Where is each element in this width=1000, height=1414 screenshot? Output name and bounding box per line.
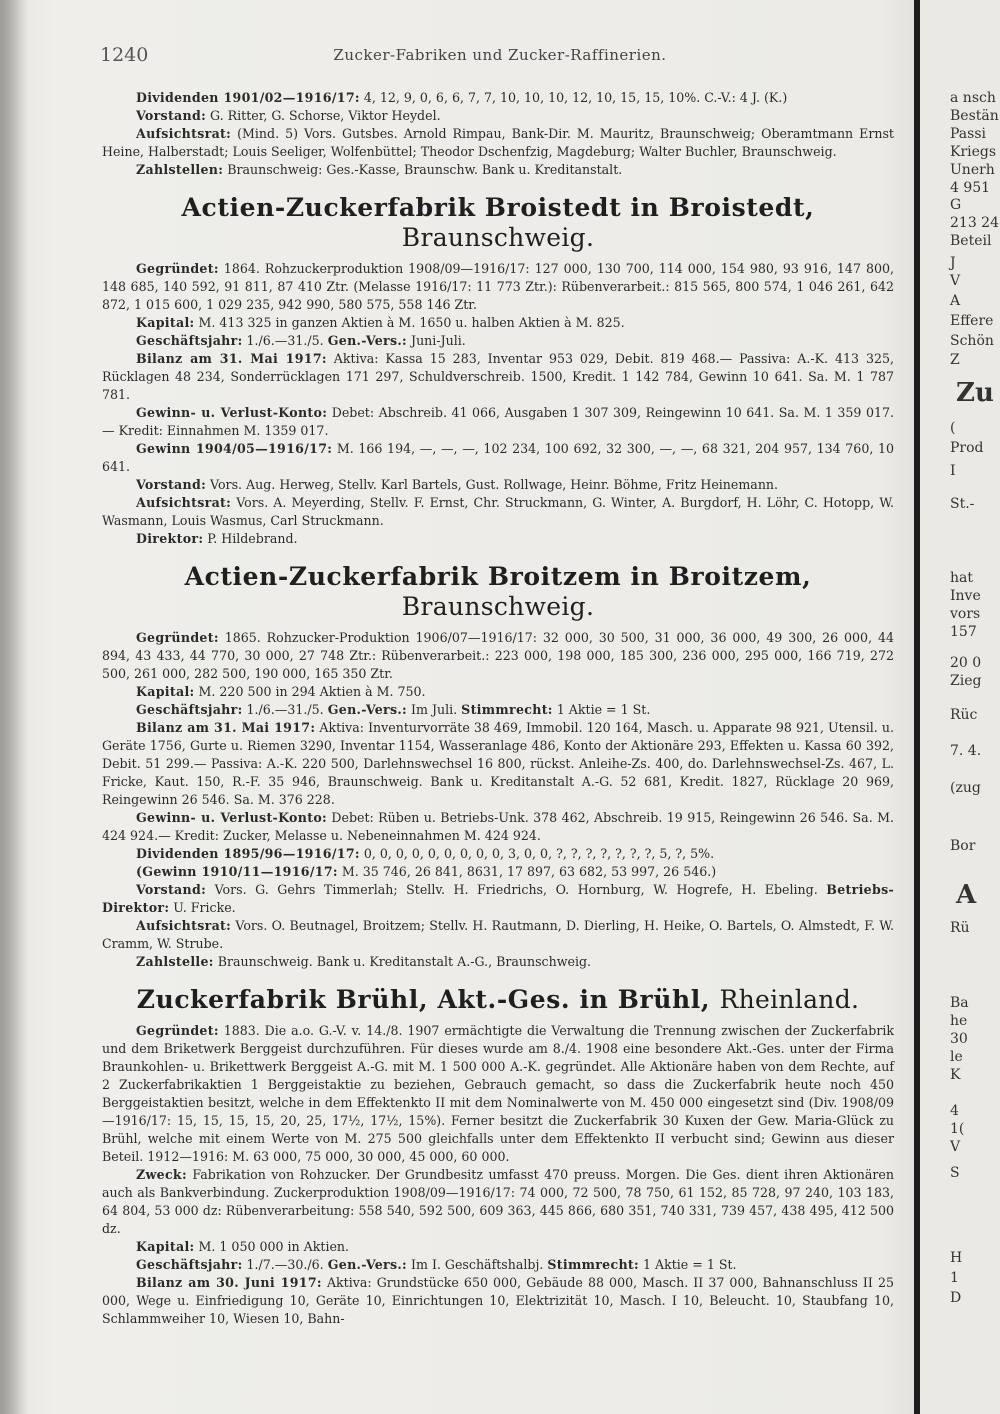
margin-fragment: Ba bbox=[950, 995, 969, 1011]
entry-text: Im I. Geschäftshalbj. bbox=[407, 1257, 548, 1272]
margin-fragment: Bestän bbox=[950, 108, 999, 124]
entry-label: Vorstand: bbox=[136, 108, 207, 123]
entry-label: Stimmrecht: bbox=[461, 702, 553, 717]
entry-text: Debet: Rüben u. Betriebs-Unk. 378 462, Abschreib. 19 915, Reingewinn 26 546. Sa. M. 424 924.— Kredit: Zucker, Melasse u. Nebeneinnahmen M. 424 924. bbox=[102, 810, 894, 843]
entry-paragraph bbox=[102, 1274, 894, 1328]
entry-paragraph bbox=[102, 809, 894, 845]
margin-fragment: Schön bbox=[950, 333, 994, 349]
entry-label: Aufsichtsrat: bbox=[136, 918, 232, 933]
entry-label: Zahlstellen: bbox=[136, 162, 224, 177]
margin-fragment: V bbox=[950, 273, 961, 289]
entry-paragraph bbox=[102, 917, 894, 953]
margin-fragment: he bbox=[950, 1013, 968, 1029]
entry-paragraph bbox=[102, 701, 894, 719]
margin-fragment: Rüc bbox=[950, 707, 978, 723]
entry-paragraph bbox=[102, 863, 894, 881]
entry-text: M. 35 746, 26 841, 8631, 17 897, 63 682, 53 997, 26 546.) bbox=[337, 864, 717, 879]
entry-label: Bilanz am 31. Mai 1917: bbox=[136, 720, 316, 735]
entry-label: Gen.-Vers.: bbox=[327, 333, 408, 348]
entry-label: Aufsichtsrat: bbox=[136, 495, 232, 510]
entry-paragraph bbox=[102, 332, 894, 350]
entry-label: Dividenden 1895/96—1916/17: bbox=[136, 846, 360, 861]
entry-paragraph bbox=[102, 1022, 894, 1166]
entry-paragraph bbox=[102, 107, 894, 125]
entry-text: 1./6.—31./5. bbox=[242, 333, 328, 348]
entry-paragraph bbox=[102, 350, 894, 404]
entry-label: Gewinn- u. Verlust-Konto: bbox=[136, 405, 328, 420]
company-name: Actien-Zuckerfabrik Broitzem in Broitzem, bbox=[184, 562, 812, 591]
entry-label: Kapital: bbox=[136, 684, 195, 699]
entry-text: M. 166 194, —, —, —, 102 234, 100 692, 32 300, —, —, 68 321, 204 957, 134 760, 10 641. bbox=[102, 441, 894, 474]
margin-fragment: Bor bbox=[950, 838, 976, 854]
entry-label: Stimmrecht: bbox=[547, 1257, 639, 1272]
entry-text: Braunschweig: Ges.-Kasse, Braunschw. Bank u. Kreditanstalt. bbox=[223, 162, 623, 177]
entry-label: Direktor: bbox=[136, 531, 204, 546]
margin-fragment: Beteil bbox=[950, 233, 992, 249]
entry-text: 1883. Die a.o. G.-V. v. 14./8. 1907 ermächtigte die Verwaltung die Trennung zwischen der Zuckerfabrik und dem Briketwerk Berggeist durchzuführen. Für dieses wurde am 8./4. 1908 eine besondere Akt.-Ges. unter der Firma Braunkohlen- u. Brikettwerk Berggeist A.-G. mit M. 1 500 000 A.-K. gegründet. Alle Aktionäre haben von dem Rechte, auf 2 Zuckerfabrikaktien 1 Berggeistaktie zu beziehen, Gebrauch gemacht, so dass die Zuckerfabrik heute noch 450 Berggeistaktien besitzt, welche in dem Effektenkto II mit dem Nominalwerte von M. 450 000 eingesetzt sind (Div. 1908/09—1916/17: 15, 15, 15, 15, 20, 25, 17½, 17½, 15%). Ferner besitzt die Zuckerfabrik 30 Kuxen der Gew. Maria-Glück zu Brühl, welche mit einem Werte von M. 275 500 gleichfalls unter dem Effektenkto II verbucht sind; Gewinn aus dieser Beteil. 1912—1916: M. 63 000, 75 000, 30 000, 45 000, 60 000. bbox=[102, 1023, 894, 1164]
entry-text: Braunschweig. Bank u. Kreditanstalt A.-G., Braunschweig. bbox=[213, 954, 592, 969]
company-title bbox=[102, 562, 894, 622]
margin-fragment: 1( bbox=[950, 1121, 965, 1137]
company-location: Braunschweig. bbox=[401, 223, 595, 252]
entry-label: Betriebs-Direktor: bbox=[102, 882, 894, 915]
margin-fragment: St.- bbox=[950, 496, 975, 512]
company-name: Actien-Zuckerfabrik Broistedt in Broistedt, bbox=[181, 193, 815, 222]
entry-paragraph bbox=[102, 629, 894, 683]
entry-text: 1864. Rohzuckerproduktion 1908/09—1916/17: 127 000, 130 700, 114 000, 154 980, 93 916, 147 800, 148 685, 140 592, 91 811, 87 410 Ztr. (Melasse 1916/17: 11 773 Ztr.): Rübenverarbeit.: 815 565, 800 574, 1 046 261, 642 872, 1 015 600, 1 029 235, 942 990, 580 575, 558 146 Ztr. bbox=[102, 261, 894, 312]
margin-fragment: Passi bbox=[950, 126, 986, 142]
running-head bbox=[100, 44, 900, 70]
entry-text: 4, 12, 9, 0, 6, 6, 7, 7, 10, 10, 10, 12, 10, 15, 15, 10%. C.-V.: 4 J. (K.) bbox=[359, 90, 788, 105]
margin-fragment: a nsch bbox=[950, 90, 996, 106]
entry-text: 1./6.—31./5. bbox=[242, 702, 328, 717]
entry-paragraph bbox=[102, 494, 894, 530]
entry-text: M. 220 500 in 294 Aktien à M. 750. bbox=[194, 684, 426, 699]
entry-paragraph bbox=[102, 530, 894, 548]
company-location: Braunschweig. bbox=[401, 592, 595, 621]
entry-text: Aktiva: Grundstücke 650 000, Gebäude 88 000, Masch. II 37 000, Bahnanschluss II 25 000, Wege u. Einfriedigung 10, Geräte 10, Einrichtungen 10, Elektrizität 10, Masch. I 10, Beleucht. 10, Staubfang 10, Schlammweiher 10, Wiesen 10, Bahn- bbox=[102, 1275, 894, 1326]
margin-fragment: A bbox=[950, 293, 961, 309]
entry-label: Kapital: bbox=[136, 315, 195, 330]
binding-shadow bbox=[0, 0, 28, 1414]
entry-label: Bilanz am 31. Mai 1917: bbox=[136, 351, 327, 366]
entry-paragraph bbox=[102, 476, 894, 494]
entry-text: Vors. G. Gehrs Timmerlah; Stellv. H. Friedrichs, O. Hornburg, W. Hogrefe, H. Ebeling. bbox=[206, 882, 827, 897]
entry-text: Vors. O. Beutnagel, Broitzem; Stellv. H. Rautmann, D. Dierling, H. Heike, O. Bartels, O. Almstedt, F. W. Cramm, W. Strube. bbox=[102, 918, 894, 951]
entry-text: (Mind. 5) Vors. Gutsbes. Arnold Rimpau, Bank-Dir. M. Mauritz, Braunschweig; Oberamtmann Ernst Heine, Halberstadt; Louis Seeliger, Wolfenbüttel; Theodor Dschenfzig, Magdeburg; Walter Buchler, Braunschweig. bbox=[102, 126, 894, 159]
margin-fragment: A bbox=[956, 880, 977, 910]
entry-label: Gen.-Vers.: bbox=[327, 1257, 408, 1272]
entry-label: Geschäftsjahr: bbox=[136, 1257, 243, 1272]
margin-fragment: 4 951 bbox=[950, 180, 991, 196]
entry-text: Aktiva: Kassa 15 283, Inventar 953 029, Debit. 819 468.— Passiva: A.-K. 413 325, Rücklagen 48 234, Sonderrücklagen 171 297, Schuldverschreib. 1500, Kredit. 1 142 784, Gewinn 10 641. Sa. M. 1 787 781. bbox=[102, 351, 895, 402]
entry-paragraph bbox=[102, 260, 894, 314]
entry-paragraph bbox=[102, 953, 894, 971]
margin-fragment: Zieg bbox=[950, 673, 982, 689]
entry-text: Juni-Juli. bbox=[407, 333, 466, 348]
margin-fragment: J bbox=[950, 255, 956, 271]
entry-text: 1865. Rohzucker-Produktion 1906/07—1916/17: 32 000, 30 500, 31 000, 36 000, 49 300, 26 000, 44 894, 43 433, 44 770, 30 000, 27 748 Ztr.: Rübenverarbeit.: 223 000, 198 000, 185 300, 236 000, 295 000, 166 719, 272 500, 261 000, 282 500, 190 000, 165 350 Ztr. bbox=[102, 630, 894, 681]
entry-label: Gewinn 1904/05—1916/17: bbox=[136, 441, 333, 456]
entry-text: Aktiva: Inventurvorräte 38 469, Immobil. 120 164, Masch. u. Apparate 98 921, Utensil. u. Geräte 1756, Gurte u. Riemen 3290, Inventar 1154, Wasseranlage 486, Konto der Aktionäre 293, Effekten u. Kassa 60 392, Debit. 51 299.— Passiva: A.-K. 220 500, Darlehnswechsel 16 800, rückst. Anleihe-Zs. 400, do. Darlehnswechsel-Zs. 467, L. Fricke, Kaut. 150, R.-F. 35 946, Braunschweig. Bank u. Kreditanstalt A.-G. 52 681, Kredit. 1827, Rücklage 20 969, Reingewinn 26 546. Sa. M. 376 228. bbox=[102, 720, 894, 807]
entry-label: Zweck: bbox=[136, 1167, 187, 1182]
margin-fragment: Prod bbox=[950, 440, 984, 456]
margin-fragment: 4 bbox=[950, 1103, 959, 1119]
entry-label: Aufsichtsrat: bbox=[136, 126, 232, 141]
company-name: Zuckerfabrik Brühl, Akt.-Ges. in Brühl, bbox=[136, 985, 720, 1014]
entry-paragraph bbox=[102, 89, 894, 107]
margin-fragment: G bbox=[950, 197, 962, 213]
entry-label: Gewinn- u. Verlust-Konto: bbox=[136, 810, 327, 825]
entry-paragraph bbox=[102, 161, 894, 179]
entry-text: Debet: Abschreib. 41 066, Ausgaben 1 307 309, Reingewinn 10 641. Sa. M. 1 359 017.— Kredit: Einnahmen M. 1359 017. bbox=[102, 405, 894, 438]
entry-paragraph bbox=[102, 719, 894, 809]
entry-text: 0, 0, 0, 0, 0, 0, 0, 0, 0, 3, 0, 0, ?, ?, ?, ?, ?, ?, ?, 5, ?, 5%. bbox=[359, 846, 715, 861]
margin-fragment: I bbox=[950, 463, 956, 479]
entry-paragraph bbox=[102, 440, 894, 476]
margin-fragment: 1 bbox=[950, 1270, 959, 1286]
margin-fragment: ( bbox=[950, 420, 956, 436]
margin-fragment: H bbox=[950, 1250, 963, 1266]
entry-text: G. Ritter, G. Schorse, Viktor Heydel. bbox=[206, 108, 441, 123]
company-title bbox=[102, 193, 894, 253]
entry-label: Kapital: bbox=[136, 1239, 195, 1254]
margin-fragment: 213 24 bbox=[950, 215, 999, 231]
entry-paragraph bbox=[102, 314, 894, 332]
entry-paragraph bbox=[102, 1256, 894, 1274]
margin-fragment: (zug bbox=[950, 780, 981, 796]
adjacent-page-fragment bbox=[920, 0, 1000, 1414]
margin-fragment: S bbox=[950, 1165, 960, 1181]
entry-label: Vorstand: bbox=[136, 477, 207, 492]
margin-fragment: 20 0 bbox=[950, 655, 982, 671]
margin-fragment: hat bbox=[950, 570, 973, 586]
margin-fragment: 30 bbox=[950, 1031, 968, 1047]
entry-label: Dividenden 1901/02—1916/17: bbox=[136, 90, 360, 105]
entry-text: M. 1 050 000 in Aktien. bbox=[194, 1239, 350, 1254]
margin-fragment: Z bbox=[950, 352, 960, 368]
margin-fragment: le bbox=[950, 1049, 963, 1065]
margin-fragment: vors bbox=[950, 606, 981, 622]
entry-paragraph bbox=[102, 1166, 894, 1238]
margin-fragment: V bbox=[950, 1139, 961, 1155]
margin-fragment: Zu bbox=[956, 378, 994, 408]
entry-paragraph bbox=[102, 683, 894, 701]
entry-paragraph bbox=[102, 845, 894, 863]
entry-text: M. 413 325 in ganzen Aktien à M. 1650 u. halben Aktien à M. 825. bbox=[194, 315, 625, 330]
entry-text: Vors. A. Meyerding, Stellv. F. Ernst, Chr. Struckmann, G. Winter, A. Burgdorf, H. Löhr, C. Hotopp, W. Wasmann, Louis Wasmus, Carl Struckmann. bbox=[102, 495, 894, 528]
entry-label: (Gewinn 1910/11—1916/17: bbox=[136, 864, 338, 879]
entry-text: P. Hildebrand. bbox=[203, 531, 298, 546]
entry-text: 1./7.—30./6. bbox=[242, 1257, 328, 1272]
margin-fragment: D bbox=[950, 1290, 962, 1306]
entry-text: 1 Aktie = 1 St. bbox=[552, 702, 651, 717]
entry-text: Im Juli. bbox=[407, 702, 462, 717]
entry-label: Gegründet: bbox=[136, 261, 219, 276]
entry-paragraph bbox=[102, 1238, 894, 1256]
margin-fragment: Rü bbox=[950, 920, 970, 936]
entry-label: Gen.-Vers.: bbox=[327, 702, 408, 717]
entry-paragraph bbox=[102, 404, 894, 440]
entry-label: Vorstand: bbox=[136, 882, 207, 897]
entry-label: Zahlstelle: bbox=[136, 954, 214, 969]
margin-fragment: Effere bbox=[950, 313, 994, 329]
entry-label: Geschäftsjahr: bbox=[136, 333, 243, 348]
entry-paragraph bbox=[102, 881, 894, 917]
entry-text: 1 Aktie = 1 St. bbox=[638, 1257, 737, 1272]
entry-label: Gegründet: bbox=[136, 1023, 219, 1038]
entry-text: Vors. Aug. Herweg, Stellv. Karl Bartels, Gust. Rollwage, Heinr. Böhme, Fritz Heinemann. bbox=[206, 477, 779, 492]
entry-label: Geschäftsjahr: bbox=[136, 702, 243, 717]
entry-paragraph bbox=[102, 125, 894, 161]
company-location: Rheinland. bbox=[719, 985, 860, 1014]
entry-text: U. Fricke. bbox=[169, 900, 236, 915]
page-body bbox=[102, 89, 894, 1328]
margin-fragment: K bbox=[950, 1067, 961, 1083]
margin-fragment: Kriegs bbox=[950, 144, 997, 160]
margin-fragment: Unerh bbox=[950, 162, 995, 178]
company-title bbox=[102, 985, 894, 1015]
margin-fragment: 7. 4. bbox=[950, 743, 982, 759]
margin-fragment: 157 bbox=[950, 624, 977, 640]
page-number: 1240 bbox=[100, 44, 149, 66]
entry-text: Fabrikation von Rohzucker. Der Grundbesitz umfasst 470 preuss. Morgen. Die Ges. dient ihren Aktionären auch als Bankverbindung. Zuckerproduktion 1908/09—1916/17: 74 000, 72 500, 78 750, 61 152, 85 728, 97 240, 103 183, 64 804, 53 000 dz: Rübenverarbeitung: 558 540, 592 500, 609 363, 445 866, 680 351, 740 331, 739 457, 438 495, 412 500 dz. bbox=[102, 1167, 894, 1236]
entry-label: Gegründet: bbox=[136, 630, 219, 645]
entry-label: Bilanz am 30. Juni 1917: bbox=[136, 1275, 322, 1290]
margin-fragment: Inve bbox=[950, 588, 981, 604]
running-title: Zucker-Fabriken und Zucker-Raffinerien. bbox=[333, 46, 667, 64]
